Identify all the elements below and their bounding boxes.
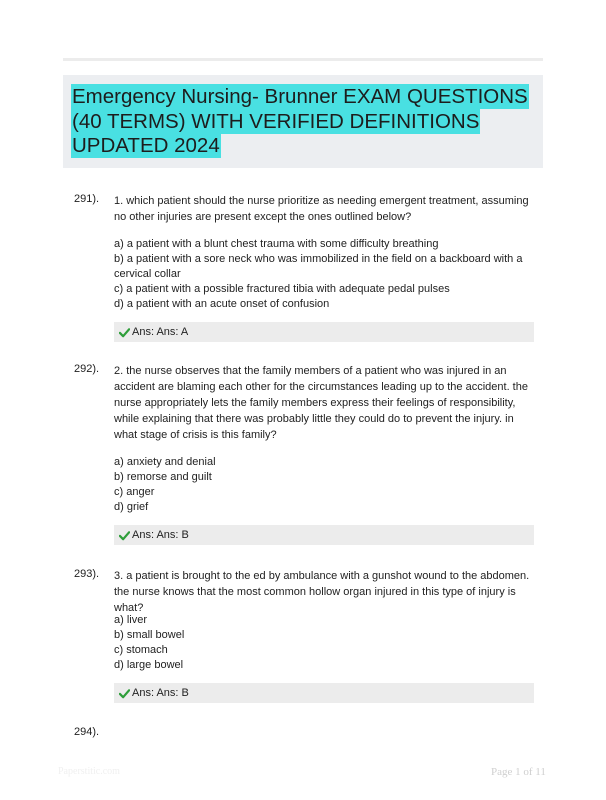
option-d: d) grief — [114, 501, 149, 513]
checkmark-icon — [119, 327, 130, 338]
answer-box — [114, 525, 534, 545]
answer-box — [114, 322, 534, 342]
document-title: Emergency Nursing- Brunner EXAM QUESTIONS (40 TERMS) WITH VERIFIED DEFINITIONS UPDATED 2024 — [72, 85, 528, 157]
option-b: b) remorse and guilt — [114, 471, 212, 483]
question-number: 293). — [74, 568, 100, 580]
question-text: 2. the nurse observes that the family members of a patient who was injured in an accident are blaming each other for the circumstances leading up to the accident. the nurse appropriately lets the family members express their feelings of responsibility, while explaining that there was probably little they could do to prevent the injury. in what stage of crisis is this family? — [114, 365, 528, 441]
option-b: b) a patient with a sore neck who was immobilized in the field on a backboard with a cervical collar — [114, 253, 523, 280]
answer-text: Ans: Ans: B — [132, 529, 189, 541]
answer-box — [114, 683, 534, 703]
answer-text: Ans: Ans: B — [132, 687, 189, 699]
option-d: d) a patient with an acute onset of confusion — [114, 298, 330, 310]
question-text: 1. which patient should the nurse prioritize as needing emergent treatment, assuming no other injuries are present except the ones outlined below? — [114, 195, 529, 223]
question-text: 3. a patient is brought to the ed by ambulance with a gunshot wound to the abdomen. the nurse knows that the most common hollow organ injured in this type of injury is what? — [114, 570, 530, 614]
question-number: 291). — [74, 193, 100, 205]
checkmark-icon — [119, 530, 130, 541]
option-a: a) liver — [114, 614, 148, 626]
footer-watermark: Paperstitic.com — [58, 766, 120, 777]
option-c: c) stomach — [114, 644, 168, 656]
option-c: c) anger — [114, 486, 155, 498]
top-divider — [63, 58, 543, 61]
page-indicator: Page 1 of 11 — [491, 766, 546, 778]
checkmark-icon — [119, 688, 130, 699]
option-d: d) large bowel — [114, 659, 184, 671]
question-number: 292). — [74, 363, 100, 375]
answer-text: Ans: Ans: A — [132, 326, 189, 338]
option-b: b) small bowel — [114, 629, 185, 641]
option-c: c) a patient with a possible fractured tibia with adequate pedal pulses — [114, 283, 450, 295]
question-292-options — [114, 455, 539, 515]
option-a: a) anxiety and denial — [114, 456, 216, 468]
question-number: 294). — [74, 726, 100, 738]
question-291-options — [114, 237, 539, 312]
option-a: a) a patient with a blunt chest trauma with some difficulty breathing — [114, 238, 439, 250]
question-293-options — [114, 613, 539, 673]
